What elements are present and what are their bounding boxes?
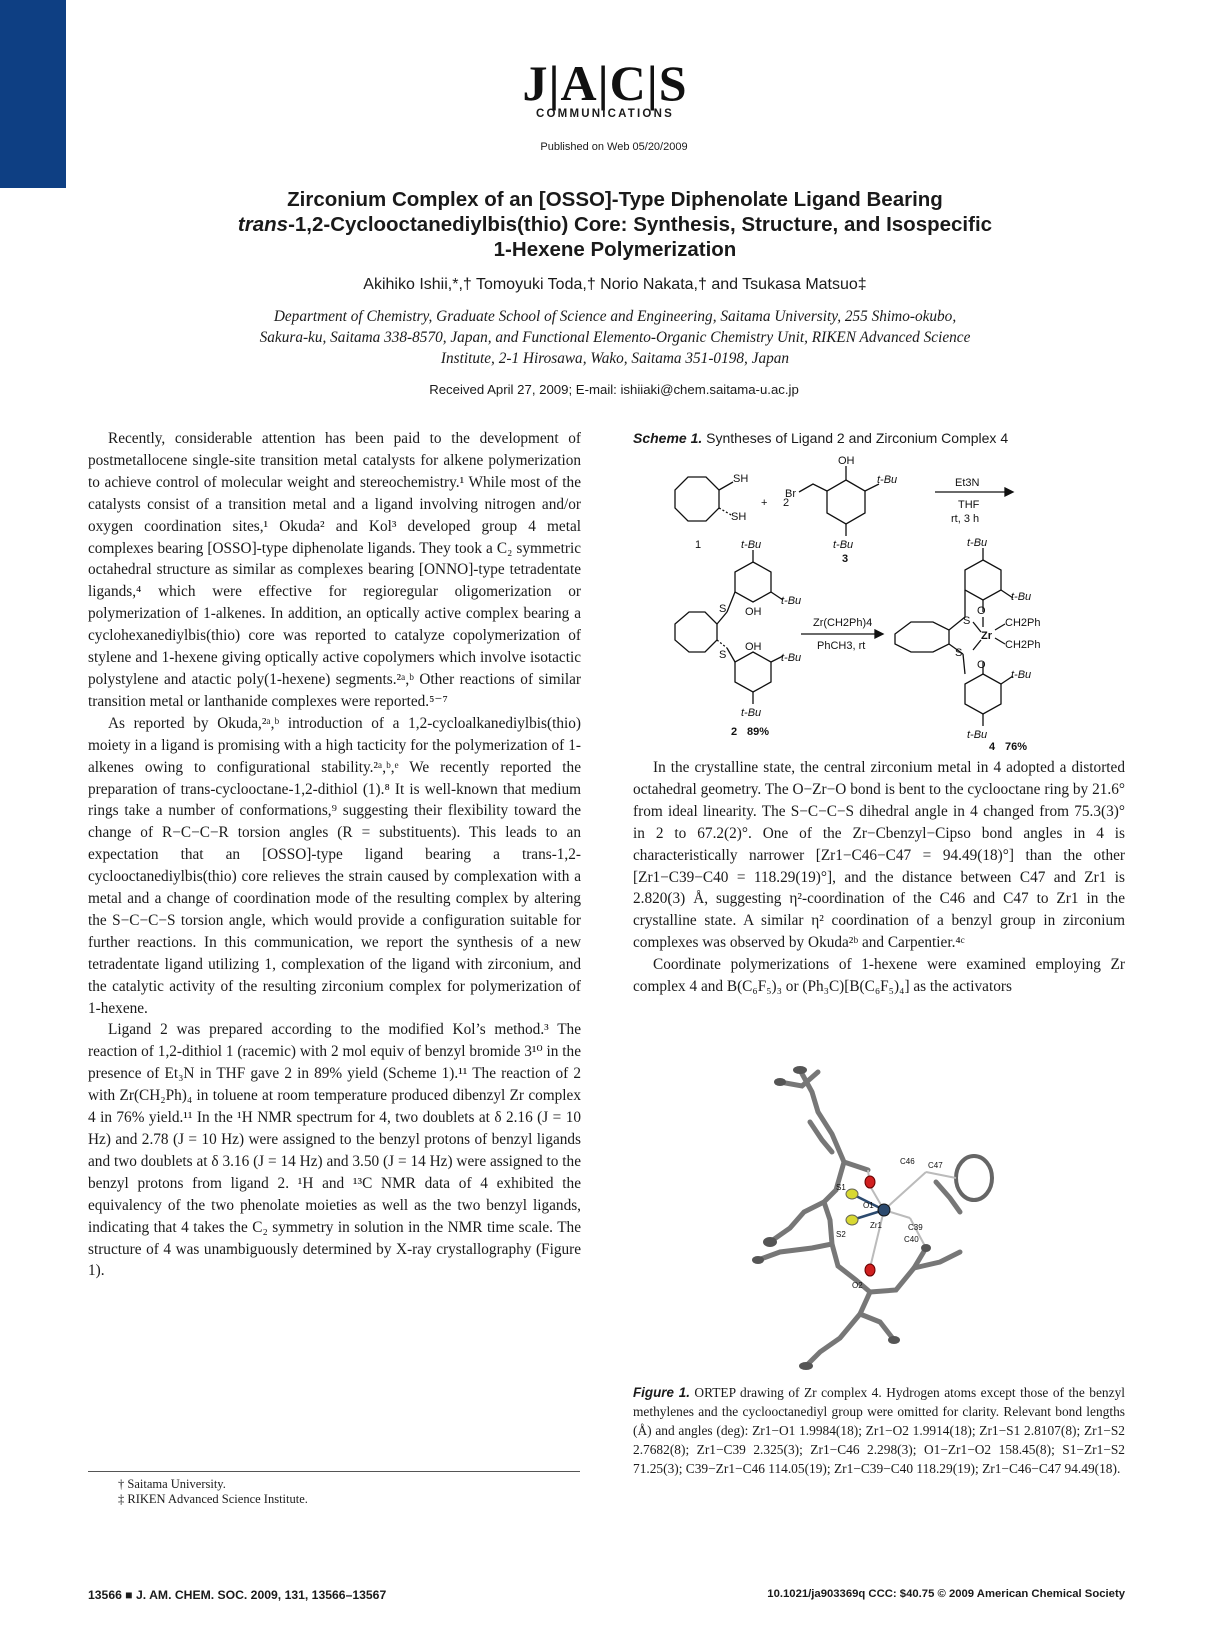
label-o-4a: O — [977, 605, 986, 617]
title-italic: trans — [237, 213, 289, 236]
label-tbu-2c: t-Bu — [781, 652, 802, 664]
benzene-ring-3 — [827, 480, 865, 524]
label-s-4a: S — [963, 615, 971, 627]
label-s-2a: S — [719, 603, 727, 615]
article-title — [150, 187, 1080, 262]
condition-thf: THF — [958, 499, 980, 511]
paragraph-crystal: In the crystalline state, the central zirconium metal in 4 adopted a distorted octahedral geometry. The O−Zr−O bond is bent to the cyclooctane ring by 21.6° from ideal linearity. The S−C−C−S dihedral angle in 4 changed from 75.3(3)° in 2 to 67.2(2)°. One of the Zr−Cbenzyl−Cipso bond angles in 4 is characteristically narrower [Zr1−C46−C47 = 94.49(18)°] than the other [Zr1−C39−C40 = 118.29(19)°], and the distance between C47 and Zr1 is 2.820(3) Å, suggesting η²-coordination of the C46 and C47 to Zr1 in the crystalline state. A similar η² coordination of a benzyl group in zirconium complexes was observed by Okuda²ᵇ and Carpentier.⁴ᶜ — [633, 759, 1125, 952]
label-tbu-2d: t-Bu — [741, 707, 762, 719]
footer-citation: 13566 ■ J. AM. CHEM. SOC. 2009, 131, 13566–13567 — [88, 1588, 387, 1602]
journal-color-bar — [0, 0, 66, 188]
right-column — [633, 757, 1125, 998]
condition-rt-3h: rt, 3 h — [951, 513, 980, 525]
label-oh-3: OH — [838, 455, 855, 467]
footnotes — [118, 1477, 308, 1507]
two-equiv: 2 — [783, 497, 790, 509]
cyclooctane-ring-2 — [675, 612, 717, 652]
title-line-3: 1-Hexene Polymerization — [493, 238, 737, 261]
compound-3: 3 — [842, 553, 849, 565]
ortep-drawing — [740, 1052, 1020, 1377]
compound-1: 1 — [695, 539, 702, 551]
benzene-ring-2a — [735, 562, 771, 602]
atom-s1 — [846, 1189, 858, 1199]
benzene-ring-4a — [965, 560, 1001, 600]
label-ch2ph-a: CH2Ph — [1005, 617, 1041, 629]
label-s1: S1 — [836, 1183, 846, 1192]
compound-2: 2 — [731, 726, 738, 738]
atom-s2 — [846, 1215, 858, 1225]
title-line-1: Zirconium Complex of an [OSSO]-Type Diphenolate Ligand Bearing — [287, 188, 943, 211]
label-o1: O1 — [863, 1201, 874, 1210]
footnote-saitama: † Saitama University. — [118, 1477, 226, 1491]
label-zr-4: Zr — [981, 630, 992, 642]
benzene-ring-2b — [735, 652, 771, 692]
received-email: Received April 27, 2009; E-mail: ishiiaki@chem.saitama-u.ac.jp — [429, 382, 799, 397]
label-s-2b: S — [719, 649, 727, 661]
footnote-riken: ‡ RIKEN Advanced Science Institute. — [118, 1492, 308, 1506]
label-s2: S2 — [836, 1230, 846, 1239]
benzene-ring-4b — [965, 674, 1001, 714]
figure-caption-text: ORTEP drawing of Zr complex 4. Hydrogen atoms except those of the benzyl methylenes and the cyclooctanediyl group were omitted for clarity. Relevant bond lengths (Å) and angles (deg): Zr1−O1 1.9984(18); Zr1−O2 1.9914(18); Zr1−S1 2.8107(8); Zr1−S2 2.7682(8); Zr1−C39 2.325(3); Zr1−C46 2.298(3); O1−Zr1−O2 158.45(8); S1−Zr1−S2 71.25(3); C39−Zr1−C46 114.05(19); Zr1−C39−C40 118.29(19); Zr1−C46−C47 94.49(18). — [633, 1385, 1125, 1476]
scheme-label: Scheme 1. — [633, 430, 703, 446]
logo-main: J|A|C|S — [522, 55, 688, 111]
label-tbu-2a: t-Bu — [741, 539, 762, 551]
authors: Akihiko Ishii,*,† Tomoyuki Toda,† Norio Nakata,† and Tsukasa Matsuo‡ — [363, 276, 867, 293]
jacs-logo — [505, 55, 705, 120]
figure-caption — [633, 1383, 1125, 1478]
yield-4: 76% — [1005, 741, 1028, 752]
label-c40: C40 — [904, 1235, 919, 1244]
footer-doi: 10.1021/ja903369q CCC: $40.75 © 2009 American Chemical Society — [767, 1588, 1125, 1600]
paragraph-okuda: As reported by Okuda,²ᵃ,ᵇ introduction of a 1,2-cycloalkanediylbis(thio) moiety in a ligand is promising with a high tacticity for the polymerization of 1-alkenes owing to configurational stability.²ᵃ,ᵇ,ᵉ We recently reported the preparation of trans-cyclooctane-1,2-dithiol (1).⁸ It is well-known that medium rings take a number of conformations,⁹ suggesting their flexibility toward the change of R−C−C−R torsion angles (R = substituents). This leads to an expectation that an [OSSO]-type ligand bearing a trans-1,2-cyclooctanediylbis(thio) core relieves the strain caused by complexation with a metal and a change of coordination mode of the resulting complex by altering the S−C−C−S torsion angle, which would provide a configuration suitable for further reactions. In this communication, we report the synthesis of a new tetradentate ligand utilizing 1, complexation of the ligand with zirconium, and the catalytic activity of the resulting zirconium complex for polymerization of 1-hexene. — [88, 714, 581, 1017]
affiliation-line-2: Sakura-ku, Saitama 338-8570, Japan, and Functional Elemento-Organic Chemistry Unit, RIKEN Advanced Science — [259, 329, 971, 346]
reagent-zr: Zr(CH2Ph)4 — [813, 617, 873, 629]
label-s-4b: S — [955, 647, 963, 659]
cyclooctane-ring-1 — [675, 477, 719, 521]
label-oh-2a: OH — [745, 606, 762, 618]
label-tbu-4d: t-Bu — [967, 729, 988, 741]
condition-phch3: PhCH3, rt — [817, 640, 866, 652]
label-c47: C47 — [928, 1161, 943, 1170]
affiliations — [160, 306, 1070, 369]
cyclooctane-ring-4 — [895, 622, 949, 652]
plus-sign: + — [761, 497, 768, 509]
label-o2: O2 — [852, 1281, 863, 1290]
label-zr1: Zr1 — [870, 1221, 882, 1230]
affiliation-line-3: Institute, 2-1 Hirosawa, Wako, Saitama 351-0198, Japan — [440, 350, 790, 367]
atom-zr1 — [878, 1204, 890, 1216]
paragraph-ligand: Ligand 2 was prepared according to the modified Kol’s method.³ The reaction of 1,2-dithiol 1 (racemic) with 2 mol equiv of benzyl bromide 3¹⁰ in the presence of Et₃N in THF gave 2 in 89% yield (Scheme 1).¹¹ The reaction of 2 with Zr(CH₂Ph)₄ in toluene at room temperature produced dibenzyl Zr complex 4 in 76% yield.¹¹ In the ¹H NMR spectrum for 4, two doublets at δ 2.16 (J = 10 Hz) and 2.78 (J = 10 Hz) were assigned to the benzyl protons of benzyl ligands and two doublets at δ 3.16 (J = 14 Hz) and 3.50 (J = 14 Hz) were assigned to the benzyl protons from ligand 2. ¹H and ¹³C NMR data of 4 exhibited the equivalency of the two phenolate moieties as well as the two benzyl ligands, indicating that 4 takes the C₂ symmetry in solution in the NMR time scale. The structure of 4 was unambiguously determined by X-ray crystallography (Figure 1). — [88, 1021, 581, 1280]
paragraph-polymerization: Coordinate polymerizations of 1-hexene were examined employing Zr complex 4 and B(C₆F₅)₃ or (Ph₃C)[B(C₆F₅)₄] as the activators — [633, 956, 1125, 996]
label-tbu-4a: t-Bu — [967, 537, 988, 549]
compound-4: 4 — [989, 741, 996, 752]
scheme-diagram — [633, 452, 1103, 752]
label-tbu-4b: t-Bu — [1011, 591, 1032, 603]
label-tbu-3a: t-Bu — [877, 474, 898, 486]
label-ch2ph-b: CH2Ph — [1005, 639, 1041, 651]
paragraph-intro: Recently, considerable attention has been paid to the development of postmetallocene single-site transition metal catalysts for alkene polymerization to achieve control of molecular weight and stereochemistry.¹ While most of the catalysts consist of a transition metal and a ligand involving nitrogen and/or oxygen coordination sites,¹ Okuda² and Kol³ developed group 4 metal complexes bearing [OSSO]-type diphenolate ligands. They took a C₂ symmetric octahedral structure as similar as complexes bearing [ONNO]-type tetradentate ligands,⁴ which were effective for regioregular oligomerization or polymerization of 1-alkenes. In addition, an optically active complex bearing a cyclohexanediylbis(thio) core was reported to catalyze copolymerization of stylene and 1-hexene giving optically active copolymers which involve isotactic polystylene and atactic poly(1-hexene) segments.²ᵃ,ᵇ Other reactions of similar transition metal or lanthanide complexes were reported.⁵⁻⁷ — [88, 430, 581, 710]
label-tbu-3b: t-Bu — [833, 539, 854, 551]
label-c46: C46 — [900, 1157, 915, 1166]
label-sh-1: SH — [733, 473, 749, 485]
label-sh-2: SH — [731, 511, 747, 523]
scheme-caption-text: Syntheses of Ligand 2 and Zirconium Complex 4 — [706, 430, 1009, 446]
published-date: Published on Web 05/20/2009 — [540, 141, 688, 153]
label-c39: C39 — [908, 1223, 923, 1232]
label-oh-2b: OH — [745, 641, 762, 653]
title-line-2 — [150, 212, 1080, 237]
label-o-4b: O — [977, 659, 986, 671]
figure-label: Figure 1. — [633, 1385, 690, 1400]
title-line-2-rest: -1,2-Cyclooctanediylbis(thio) Core: Synthesis, Structure, and Isospecific — [288, 213, 993, 236]
label-tbu-2b: t-Bu — [781, 595, 802, 607]
affiliation-line-1: Department of Chemistry, Graduate School of Science and Engineering, Saitama University, 255 Shimo-okubo, — [273, 308, 957, 325]
label-br: Br — [785, 488, 796, 500]
atom-o2 — [865, 1264, 875, 1276]
logo-sub: COMMUNICATIONS — [536, 108, 674, 120]
atom-o1 — [865, 1176, 875, 1188]
yield-2: 89% — [747, 726, 770, 738]
scheme-caption — [633, 430, 1008, 446]
left-column — [88, 428, 581, 1282]
footnote-divider — [88, 1471, 580, 1472]
label-tbu-4c: t-Bu — [1011, 669, 1032, 681]
reagent-et3n: Et3N — [955, 477, 980, 489]
